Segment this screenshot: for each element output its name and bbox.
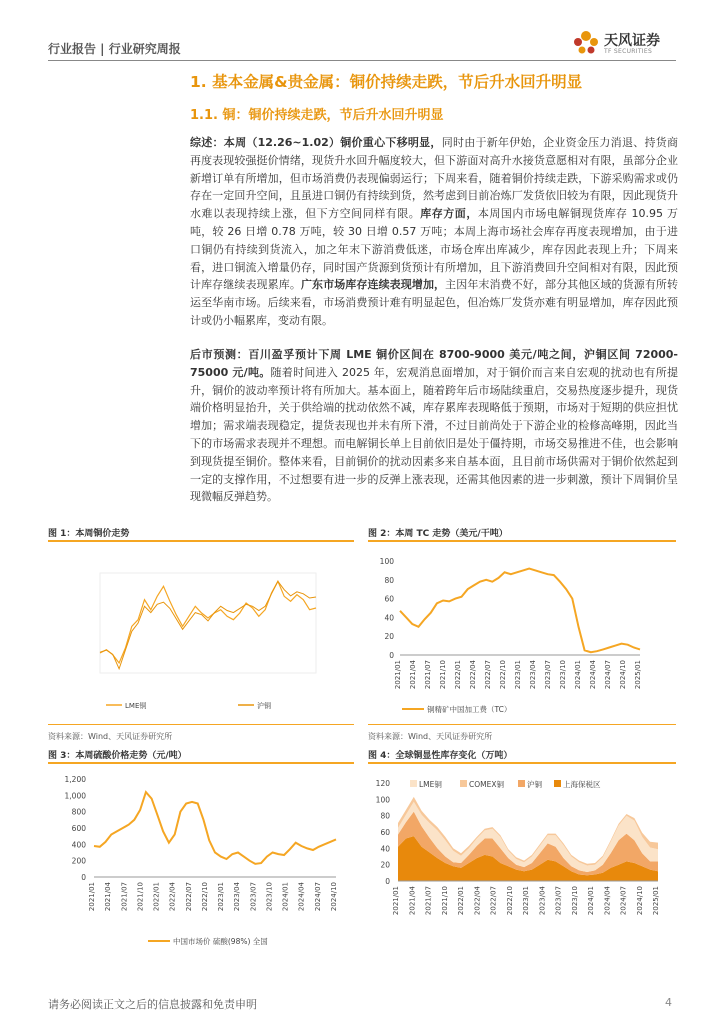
chart-2-xtick: 2024/04: [589, 660, 597, 690]
chart-3-ytick: 200: [71, 856, 86, 866]
chart-2-xtick: 2021/10: [439, 660, 447, 690]
chart-3-ytick: 1,000: [64, 791, 86, 801]
subsection-heading: 1.1. 铜：铜价持续走跌，节后升水回升明显: [190, 108, 444, 123]
chart-2-xtick: 2021/01: [394, 660, 402, 690]
chart-4-xtick: 2025/01: [652, 886, 660, 916]
chart-2-xtick: 2024/10: [619, 660, 627, 690]
chart-3-xtick: 2024/01: [281, 882, 290, 912]
chart-4-ytick: 100: [375, 795, 390, 805]
brand-name-en: TF SECURITIES: [604, 48, 653, 55]
chart-4-xtick: 2022/10: [505, 886, 514, 916]
chart-4-xtick: 2022/07: [489, 886, 498, 916]
chart-2-ytick: 80: [384, 575, 394, 585]
report-category: 行业报告 | 行业研究周报: [48, 42, 181, 56]
chart-3-xtick: 2023/01: [217, 882, 226, 912]
summary-text-1: 同时由于新年伊始，企业资金压力消退、持货商再度表现较强挺价情绪，现货升水回升幅度较大，但下游面对高升水接货意愿相对有限，虽部分企业新增订单有所增加，但市场消费仍表现偏弱运行；下周来看，随着铜价持续走跌，下游采购需求或仍存在一定回升空间，且虽进口铜仍有持续到货，然考虑到目前冶炼厂发货依旧较为有限，因此现货升水难以表现持续上涨，但下方空间同样有限。: [190, 136, 679, 221]
chart-2-ytick: 60: [384, 594, 394, 604]
guangdong-lead: 广东市场库存连续表现增加，: [300, 278, 446, 292]
chart-2-ytick: 0: [389, 651, 394, 660]
inventory-chart: [368, 765, 676, 965]
chart-2-xtick: 2023/07: [544, 660, 552, 690]
chart-3-xtick: 2022/04: [168, 882, 177, 912]
figure-4: [368, 751, 676, 764]
figure-1-bottom: [48, 724, 354, 725]
legend-label-shfe: 沪铜: [257, 702, 271, 710]
chart-4-xtick: 2024/10: [635, 886, 644, 916]
chart-2-ytick: 20: [384, 632, 394, 642]
chart-2-xtick: 2022/10: [499, 660, 507, 690]
summary-text-3: 主因年末消费不好，部分其他区域的货源有所转运至华南市场。后续来看，市场消费预计难有明显起色，但冶炼厂发货亦难有明显增加，库存因此预计或仍小幅累库，变动有限。: [190, 278, 679, 327]
chart-2-xtick: 2025/01: [634, 660, 642, 690]
chart-3-xtick: 2022/10: [200, 882, 209, 912]
section-heading: 1. 基本金属&贵金属：铜价持续走跌，节后升水回升明显: [190, 73, 583, 91]
chart-3-xtick: 2023/10: [265, 882, 274, 912]
chart-4-xtick: 2022/04: [473, 886, 482, 916]
summary-lead: 综述：本周（12.26~1.02）铜价重心下移明显，: [190, 136, 442, 149]
chart-3-xtick: 2021/10: [136, 882, 145, 912]
legend-label-lme: LME铜: [125, 702, 147, 710]
figure-3: [48, 751, 354, 764]
chart-3-xtick: 2024/10: [330, 882, 338, 912]
sulfuric-acid-chart: [48, 765, 354, 965]
series-line-tc: [400, 569, 640, 653]
figure-3-title: 图 3：本周硫酸价格走势（元/吨）: [48, 751, 187, 761]
legend-swatch-1: [460, 780, 467, 787]
chart-4-ytick: 0: [385, 877, 390, 886]
chart-1-plot-area: [100, 573, 316, 673]
chart-2-xtick: 2024/07: [604, 660, 612, 690]
page-number: 4: [665, 996, 672, 1009]
chart-3-ytick: 1,200: [64, 775, 86, 784]
summary-text-2: 本周国内市场电解铜现货库存 10.95 万吨，较 26 日增 0.78 万吨，较 30 日增 0.57 万吨；本周上海市场社会库存再度表现增加，由于进口铜仍有持续到货流入，加之年末下游消费低迷，市场仓库出库减少，库存因此表现上升；下周来看，进口铜流入增量仍存，同时国产货源到货预计有所增加，且下游消费回升空间相对有限，因此预计库存继续表现累库。: [190, 207, 679, 292]
chart-4-xtick: 2024/01: [587, 886, 595, 916]
chart-3-xtick: 2021/07: [120, 882, 129, 912]
chart-2-xtick: 2022/07: [484, 660, 492, 690]
legend-label-1: COMEX铜: [469, 780, 504, 789]
legend-swatch-2: [518, 780, 525, 787]
chart-2-xtick: 2021/04: [409, 660, 417, 690]
chart-3-ytick: 800: [71, 807, 86, 817]
legend-label-3: 上海保税区: [563, 780, 601, 789]
chart-3-xtick: 2024/04: [297, 882, 306, 912]
chart-4-xtick: 2021/10: [440, 886, 449, 916]
legend-label-2: 沪铜: [527, 780, 542, 789]
chart-2-xtick: 2022/04: [469, 660, 477, 690]
forecast-lead: 后市预测：百川盈孚预计下周 LME 铜价区间在 8700-9000 美元/吨之间，沪铜区间 72000-75000 元/吨。: [190, 348, 678, 379]
legend-swatch-3: [554, 780, 561, 787]
inventory-lead: 库存方面，: [420, 207, 478, 221]
chart-3-xtick: 2023/07: [249, 882, 258, 912]
forecast-text: 随着时间进入 2025 年，宏观消息面增加，对于铜价而言来自宏观的扰动也有所提升，铜价的波动率预计将有所加大。基本面上，随着跨年后市场陆续重启，交易热度逐步提升，现货端价格明显抬升，关于供给端的扰动依然不减，库存累库表现略低于预期，市场对于短期的供应担忧增加；需求端表现稳定，提货表现也并未有所下滑，不过目前尚处于下游企业的检修高峰期，因此当下的市场需求表现并不理想。而电解铜长单上目前依旧是处于僵持期，市场交易推进不佳，也会影响到现货提至铜价。整体来看，目前铜价的扰动因素多来自基本面，且目前市场供需对于铜价依然起到一定的支撑作用，不过想要有进一步的反弹上涨表现，还需其他因素的进一步刺激，预计下周铜价呈现微幅反弹趋势。: [190, 365, 678, 504]
chart-4-ytick: 60: [380, 828, 390, 837]
chart-2-xtick: 2023/04: [529, 660, 537, 690]
figure-1: [48, 529, 354, 542]
series-line-acid: [94, 792, 336, 864]
chart-3-ytick: 0: [81, 873, 86, 882]
chart-4-xtick: 2022/01: [457, 886, 465, 916]
figure-1-source: 资料来源：Wind、天风证券研究所: [48, 732, 173, 741]
brand-logo: [570, 28, 690, 58]
figure-2: [368, 529, 676, 542]
forecast-paragraph: [190, 346, 678, 506]
tc-chart: [368, 543, 676, 723]
chart-4-xtick: 2024/07: [619, 886, 628, 916]
chart-2-xtick: 2023/01: [514, 660, 522, 690]
brand-name: 天风证券: [604, 33, 660, 49]
chart-2-xtick: 2023/10: [559, 660, 567, 690]
legend-label-0: LME铜: [419, 780, 442, 789]
legend-swatch-0: [410, 780, 417, 787]
chart-3-xtick: 2022/07: [184, 882, 193, 912]
chart-2-ytick: 40: [384, 613, 394, 623]
chart-2-ytick: 100: [379, 557, 394, 566]
chart-3-ytick: 600: [71, 824, 86, 833]
copper-price-chart: [48, 543, 354, 723]
legend-label-acid: 中国市场价 硫酸(98%) 全国: [173, 937, 268, 946]
footer-disclaimer: 请务必阅读正文之后的信息披露和免责申明: [48, 998, 257, 1011]
chart-4-xtick: 2023/10: [570, 886, 579, 916]
chart-4-xtick: 2023/01: [522, 886, 530, 916]
header-divider: [48, 60, 676, 61]
brand-flower-icon: [570, 28, 602, 58]
summary-paragraph: [190, 134, 678, 330]
figure-2-source: 资料来源：Wind、天风证券研究所: [368, 732, 493, 741]
figure-2-bottom: [368, 724, 676, 725]
chart-4-xtick: 2024/04: [603, 886, 612, 916]
chart-4-ytick: 40: [380, 844, 390, 854]
figure-4-title: 图 4：全球铜显性库存变化（万吨）: [368, 751, 513, 761]
chart-3-xtick: 2021/01: [88, 882, 96, 912]
chart-3-xtick: 2023/04: [233, 882, 242, 912]
chart-4-xtick: 2021/07: [424, 886, 433, 916]
figure-2-title: 图 2：本周 TC 走势（美元/干吨）: [368, 529, 508, 539]
chart-2-xtick: 2021/07: [424, 660, 432, 690]
chart-3-xtick: 2021/04: [104, 882, 113, 912]
chart-4-xtick: 2021/04: [408, 886, 417, 916]
chart-4-ytick: 120: [375, 779, 390, 788]
figure-1-title: 图 1：本周铜价走势: [48, 529, 130, 539]
chart-3-ytick: 400: [71, 840, 86, 850]
chart-4-xtick: 2023/04: [538, 886, 547, 916]
chart-4-xtick: 2021/01: [392, 886, 400, 916]
chart-3-xtick: 2022/01: [152, 882, 161, 912]
series-line-lme: [100, 581, 316, 663]
chart-4-ytick: 80: [380, 811, 390, 821]
chart-2-xtick: 2022/01: [454, 660, 462, 690]
chart-2-xtick: 2024/01: [574, 660, 582, 690]
chart-4-ytick: 20: [380, 860, 390, 870]
chart-4-xtick: 2023/07: [554, 886, 563, 916]
legend-label-tc: 铜精矿中国加工费（TC）: [427, 705, 512, 714]
chart-3-xtick: 2024/07: [313, 882, 322, 912]
